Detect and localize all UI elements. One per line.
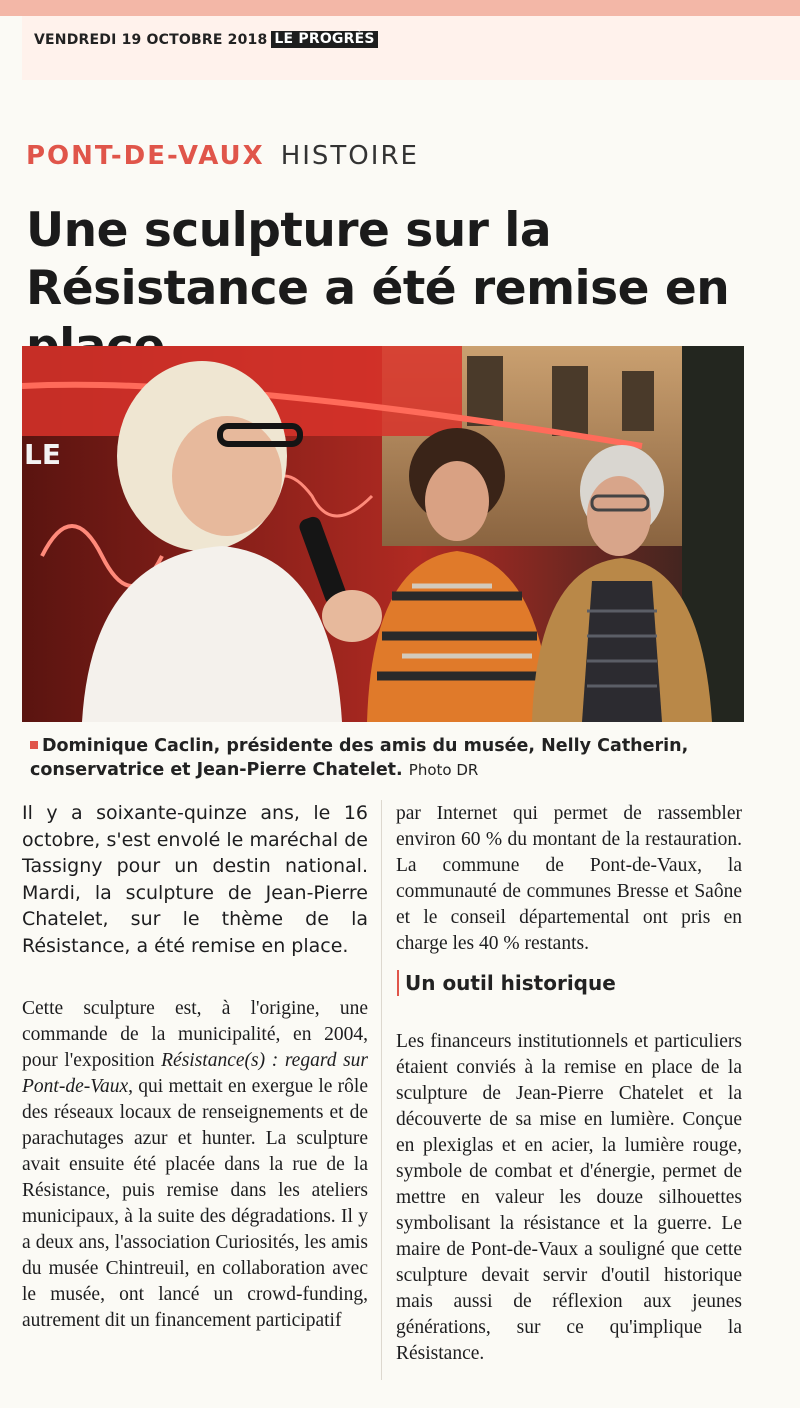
folio-line <box>34 31 378 48</box>
subhead-marker <box>397 970 399 996</box>
article-subheading <box>397 970 616 996</box>
newspaper-name: LE PROGRÈS <box>271 31 377 48</box>
article-body-paragraph-2: par Internet qui permet de rassembler environ 60 % du montant de la restauration. La commune de Pont-de-Vaux, la communauté de communes Bresse et Saône et le conseil départemental ont pris en charge les 40 % restants. <box>396 803 742 954</box>
body1-after: , qui mettait en exergue le rôle des réseaux locaux de renseignements et de parachutages azur et hunter. La sculpture avait ensuite été placée dans la rue de la Résistance, puis remise dans les ateliers municipaux, à la suite des dégradations. Il y a deux ans, l'association Curiosités, les amis du musée Chintreuil, en collaboration avec le musée, ont lancé un crowd-funding, autrement dit un financement participatif <box>22 1076 368 1331</box>
caption-bullet <box>30 741 38 749</box>
photo-illustration <box>22 346 744 722</box>
body1-before: Cette sculpture est, à l'origine, une commande de la municipalité, en 2004, pour l'exposition <box>22 998 368 1071</box>
caption-text: Dominique Caclin, présidente des amis du musée, Nelly Catherin, conservatrice et Jean-Pierre Chatelet. <box>30 736 689 780</box>
article-body-paragraph-3: Les financeurs institutionnels et particuliers étaient conviés à la remise en place de la sculpture de Jean-Pierre Chatelet et la découverte de sa mise en lumière. Conçue en plexiglas et en acier, la lumière rouge, symbole de combat et d'énergie, permet de mettre en valeur les douze silhouettes symbolisant la résistance et la guerre. Le maire de Pont-de-Vaux a souligné que cette sculpture devait servir d'outil historique mais aussi de réflexion aux jeunes générations, sur ce qu'implique la Résistance. <box>396 1031 742 1364</box>
article-body-paragraph-1 <box>22 996 368 1334</box>
page-top-strip <box>0 0 800 16</box>
rubric <box>26 141 419 171</box>
folio-band <box>22 16 800 80</box>
photo-credit: Photo DR <box>408 761 479 779</box>
photo-caption <box>30 734 770 782</box>
rubric-place: PONT-DE-VAUX <box>26 141 265 171</box>
folio-date: VENDREDI 19 OCTOBRE 2018 <box>34 31 268 48</box>
article-headline: Une sculpture sur la Résistance a été remise en <box>26 203 730 316</box>
article-lead: Il y a soixante-quinze ans, le 16 octobre, s'est envolé le maréchal de Tassigny pour un destin national. Mardi, la sculpture de Jean-Pierre Chatelet, sur le thème de la Résistance, a été remise en place. <box>22 802 368 957</box>
photo-sign-text: LE <box>24 438 61 471</box>
exhibition-title: Résistance(s) : regard sur Pont-de-Vaux <box>22 1050 368 1097</box>
article-photo <box>22 346 744 722</box>
rubric-section: HISTOIRE <box>280 141 419 171</box>
column-rule <box>381 800 382 1380</box>
subhead-text: Un outil historique <box>405 971 616 995</box>
